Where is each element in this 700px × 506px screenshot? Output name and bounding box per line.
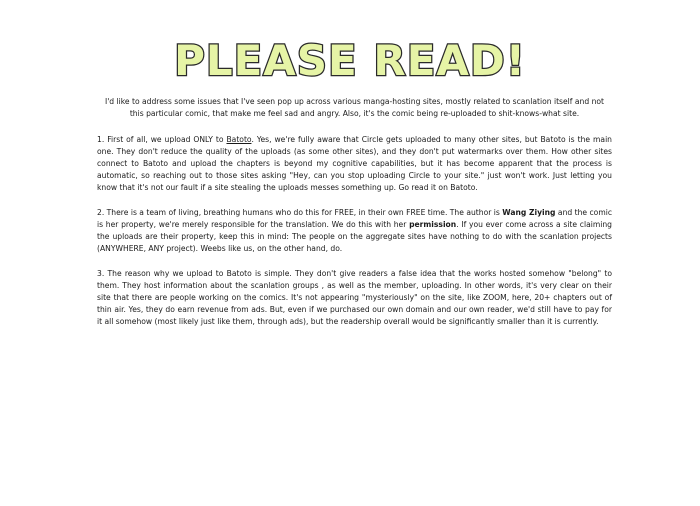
batoto-link[interactable]: Batoto xyxy=(226,135,252,144)
page-title: PLEASE READ! xyxy=(174,36,526,85)
paragraph-1 xyxy=(97,134,612,194)
notice-body xyxy=(97,96,612,341)
intro-paragraph: I'd like to address some issues that I've seen pop up across various manga-hosting sites, mostly related to scanlation itself and not this particular comic, that make me feel sad and angry. Also, it's the comic being re-uploaded to shit-knows-what site. xyxy=(104,97,605,118)
paragraph-2 xyxy=(97,207,612,255)
paragraph-1-text-b: . Yes, we're fully aware that Circle gets uploaded to many other sites, but Batoto is the main one. They don't reduce the quality of the uploads (as some other sites), and they don't put watermarks over them. How other sites connect to Batoto and upload the chapters is beyond my cognitive capabilities, but it has become apparent that the process is automatic, so reaching out to those sites asking "Hey, can you stop uploading Circle to your site." just won't work. Just letting you know that it's not our fault if a site stealing the uploads messes something up. Go read it on Batoto. xyxy=(97,135,612,192)
paragraph-1-text-a: 1. First of all, we upload ONLY to xyxy=(97,135,227,144)
paragraph-3: 3. The reason why we upload to Batoto is simple. They don't give readers a false idea that the works hosted somehow "belong" to them. They host information about the scanlation groups , as well as the member, uploading. In other words, it's very clear on their site that there are people working on the comics. It's not appearing "mysteriously" on the site, like ZOOM, here, 20+ chapters out of thin air. Yes, they do earn revenue from ads. But, even if we purchased our own domain and our own reader, we'd still have to pay for it all somehow (most likely just like them, through ads), but the readership overall would be significantly smaller than it is currently. xyxy=(97,269,612,326)
author-name: Wang Ziying xyxy=(502,208,556,217)
paragraph-2-text-a: 2. There is a team of living, breathing humans who do this for FREE, in their own FREE time. The author is xyxy=(97,208,503,217)
paragraph-2-text-c: . If you ever come across a site claiming the uploads are their property, keep this in mind: The people on the aggregate sites have nothing to do with the scanlation projects (ANYWHERE, ANY project). Weebs like us, on the other hand, do. xyxy=(97,220,612,253)
permission-text: permission xyxy=(409,220,457,229)
paragraph-2-text-b: and the comic is her property, we're merely responsible for the translation. We do this with her xyxy=(97,208,613,229)
